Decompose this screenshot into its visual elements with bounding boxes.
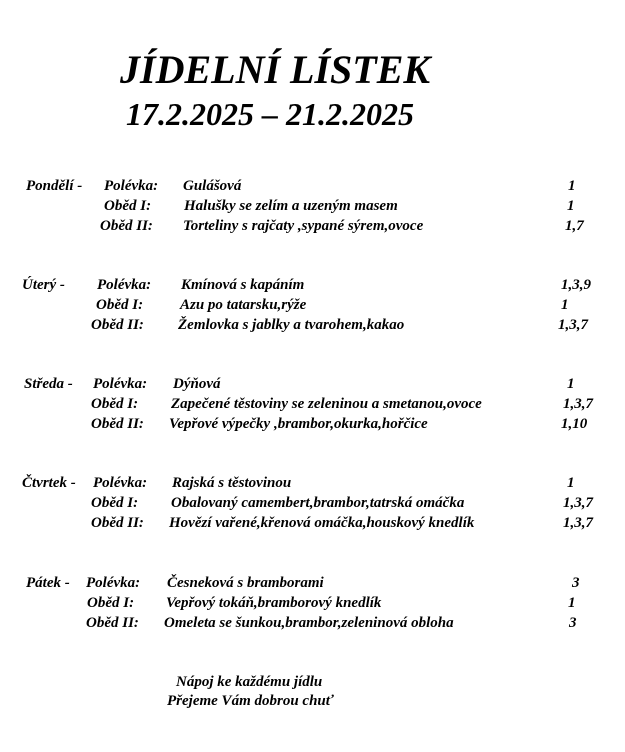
- day-label: Pondělí -: [26, 178, 83, 194]
- row-label: Oběd I:: [104, 198, 152, 214]
- greeting-note: Přejeme Vám dobrou chuť: [167, 693, 334, 709]
- row-label: Polévka:: [93, 376, 148, 392]
- allergens: 1: [567, 376, 575, 392]
- row-label: Oběd II:: [86, 615, 139, 631]
- allergens: 1: [567, 475, 575, 491]
- allergens: 1,3,7: [563, 495, 593, 511]
- allergens: 1,3,9: [561, 277, 591, 293]
- row-label: Oběd I:: [91, 495, 139, 511]
- allergens: 1,3,7: [563, 396, 593, 412]
- dish-name: Hovězí vařené,křenová omáčka,houskový knedlík: [169, 515, 475, 531]
- dish-name: Česneková s bramborami: [167, 575, 324, 591]
- row-label: Oběd I:: [91, 396, 139, 412]
- date-range: 17.2.2025 – 21.2.2025: [126, 96, 414, 132]
- dish-name: Rajská s těstovinou: [172, 475, 292, 491]
- row-label: Polévka:: [97, 277, 152, 293]
- allergens: 1,7: [565, 218, 584, 234]
- dish-name: Halušky se zelím a uzeným masem: [184, 198, 398, 214]
- row-label: Oběd I:: [87, 595, 135, 611]
- dish-name: Vepřové výpečky ,brambor,okurka,hořčice: [169, 416, 428, 432]
- allergens: 1,3,7: [563, 515, 593, 531]
- page-title: JÍDELNÍ LÍSTEK: [120, 47, 431, 92]
- dish-name: Dýňová: [173, 376, 221, 392]
- row-label: Oběd II:: [91, 317, 144, 333]
- row-label: Oběd I:: [96, 297, 144, 313]
- dish-name: Žemlovka s jablky a tvarohem,kakao: [178, 317, 405, 333]
- day-label: Pátek -: [26, 575, 70, 591]
- allergens: 1: [568, 595, 576, 611]
- allergens: 1: [561, 297, 569, 313]
- day-label: Čtvrtek -: [22, 475, 76, 491]
- row-label: Polévka:: [86, 575, 141, 591]
- row-label: Oběd II:: [91, 515, 144, 531]
- dish-name: Vepřový tokáň,bramborový knedlík: [166, 595, 382, 611]
- drink-note: Nápoj ke každému jídlu: [176, 674, 323, 690]
- dish-name: Obalovaný camembert,brambor,tatrská omáčka: [171, 495, 465, 511]
- dish-name: Kmínová s kapáním: [181, 277, 305, 293]
- row-label: Oběd II:: [100, 218, 153, 234]
- day-label: Úterý -: [22, 277, 65, 293]
- allergens: 3: [572, 575, 580, 591]
- allergens: 1,10: [561, 416, 588, 432]
- row-label: Polévka:: [93, 475, 148, 491]
- day-label: Středa -: [24, 376, 73, 392]
- row-label: Polévka:: [104, 178, 159, 194]
- row-label: Oběd II:: [91, 416, 144, 432]
- dish-name: Azu po tatarsku,rýže: [180, 297, 307, 313]
- allergens: 3: [569, 615, 577, 631]
- dish-name: Zapečené těstoviny se zeleninou a smetanou,ovoce: [171, 396, 482, 412]
- allergens: 1: [568, 178, 576, 194]
- allergens: 1,3,7: [558, 317, 588, 333]
- dish-name: Gulášová: [183, 178, 242, 194]
- dish-name: Omeleta se šunkou,brambor,zeleninová obloha: [164, 615, 454, 631]
- dish-name: Torteliny s rajčaty ,sypané sýrem,ovoce: [183, 218, 424, 234]
- allergens: 1: [567, 198, 575, 214]
